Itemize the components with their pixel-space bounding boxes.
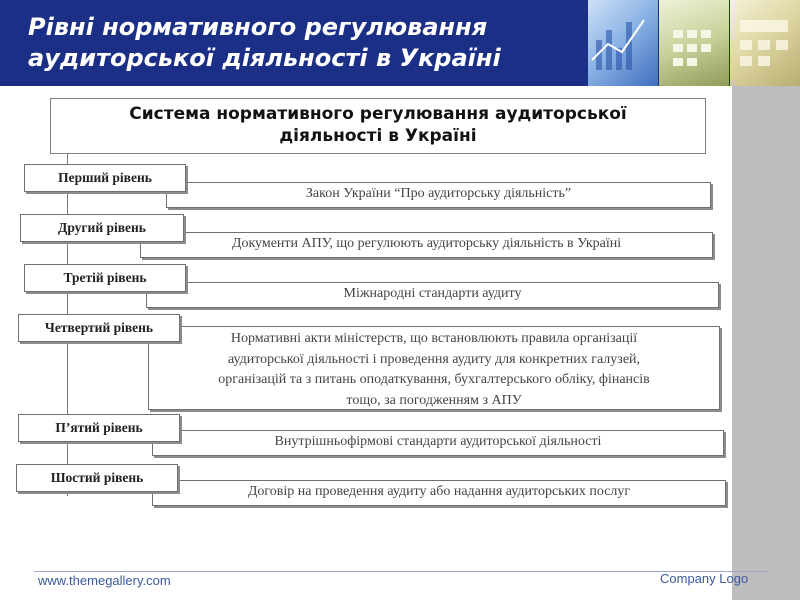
- level-1-label: Перший рівень: [24, 164, 186, 192]
- keypad-photo-icon: [730, 0, 800, 86]
- header-photo-charts: [588, 0, 658, 86]
- slide-title: Рівні нормативного регулювання аудиторської діяльності в Україні: [28, 13, 501, 72]
- level-1-description: Закон України “Про аудиторську діяльність”: [166, 182, 711, 208]
- header-photo-keypad: [730, 0, 800, 86]
- footer-url: www.themegallery.com: [38, 573, 171, 588]
- footer-divider: [34, 571, 768, 572]
- level-4-description: Нормативні акти міністерств, що встановлюють правила організації аудиторської діяльності і проведення аудиту для конкретних галузей, організацій та з питань оподаткування, бухгалтерського обліку, фінансів тощо, за погодженням з АПУ: [148, 326, 720, 410]
- level-3-description: Міжнародні стандарти аудиту: [146, 282, 719, 308]
- level-4-label: Четвертий рівень: [18, 314, 180, 342]
- level-3-label: Третій рівень: [24, 264, 186, 292]
- right-sidebar-stripe: [732, 86, 800, 600]
- header-photo-calculator: [659, 0, 729, 86]
- level-5-description: Внутрішньофірмові стандарти аудиторської діяльності: [152, 430, 724, 456]
- level-2-description: Документи АПУ, що регулюють аудиторську діяльність в Україні: [140, 232, 713, 258]
- header-banner: [0, 0, 800, 86]
- chart-photo-icon: [588, 0, 658, 86]
- level-2-label: Другий рівень: [20, 214, 184, 242]
- company-logo: Company Logo: [660, 571, 749, 586]
- level-6-label: Шостий рівень: [16, 464, 178, 492]
- system-title-box: Система нормативного регулювання аудиторської діяльності в Україні: [50, 98, 706, 154]
- level-6-description: Договір на проведення аудиту або надання аудиторських послуг: [152, 480, 726, 506]
- level-5-label: П’ятий рівень: [18, 414, 180, 442]
- calculator-photo-icon: [659, 0, 729, 86]
